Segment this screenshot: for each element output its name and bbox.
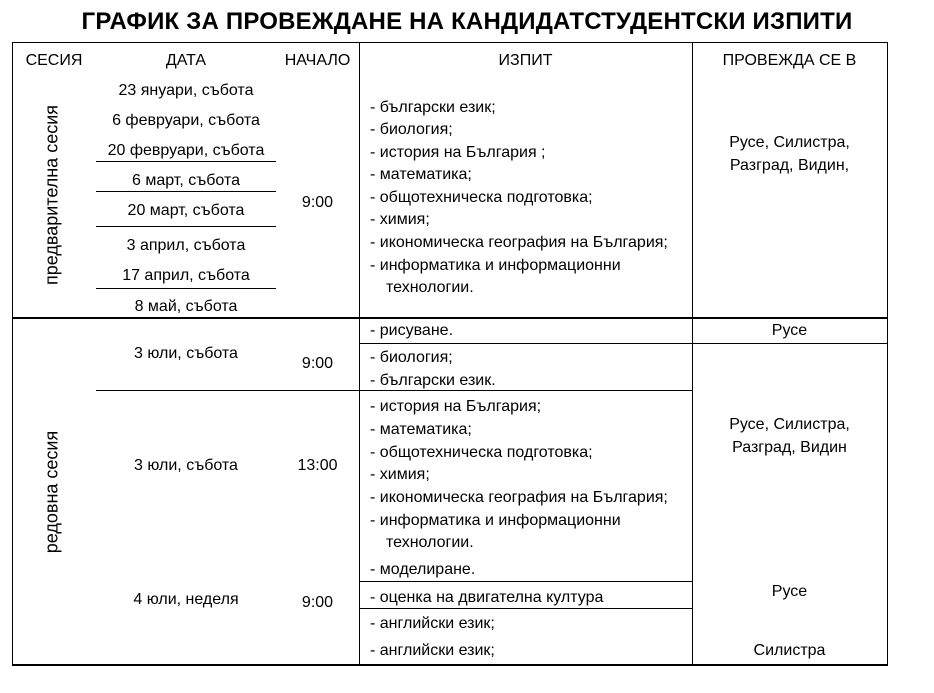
preliminary-start-time: 9:00 [301,194,334,211]
exam-item: - икономическа география на България; [370,489,668,506]
exam-motor-culture: - оценка на двигателна култура [370,589,604,606]
exam-item: - химия; [370,466,430,483]
header-session: СЕСИЯ [25,52,83,69]
exam-item: - общотехническа подготовка; [370,444,593,461]
regular-block2-location-line2: Разград, Видин [732,439,847,456]
exam-item: технологии. [386,534,474,551]
regular-session-label: редовна сесия [41,430,62,554]
header-date: ДАТА [165,52,207,69]
date-item: 23 януари, събота [118,82,254,99]
exam-item: - български език; [370,99,496,116]
regular-block1-date: 3 юли, събота [134,345,238,362]
exam-item: - моделиране. [370,561,476,578]
location-drawing: Русе [771,322,808,339]
exam-item: - история на България; [370,398,542,415]
exam-item: - информатика и информационни [370,257,621,274]
exam-item: - български език. [370,372,496,389]
regular-block3-date: 4 юли, неделя [133,591,239,608]
page-title: ГРАФИК ЗА ПРОВЕЖДАНЕ НА КАНДИДАТСТУДЕНТСКИ ИЗПИТИ [81,8,853,35]
preliminary-location-line1: Русе, Силистра, [729,134,850,151]
exam-item: - информатика и информационни [370,512,621,529]
regular-block1-start: 9:00 [301,355,334,372]
preliminary-location-line2: Разград, Видин, [729,157,850,174]
exam-item: - биология; [370,121,453,138]
exam-item: - математика; [370,421,472,438]
regular-block2-location-line1: Русе, Силистра, [729,416,850,433]
regular-block3-start: 9:00 [301,594,334,611]
date-item: 6 февруари, събота [112,112,260,129]
exam-item: - икономическа география на България; [370,234,668,251]
exam-item: - история на България ; [370,144,546,161]
location-ruse: Русе [771,583,808,600]
date-item: 6 март, събота [132,172,240,189]
location-silistra: Силистра [753,642,826,659]
exam-item: технологии. [386,279,474,296]
date-item: 17 април, събота [122,267,250,284]
exam-english-1: - английски език; [370,615,495,632]
header-location: ПРОВЕЖДА СЕ В [722,52,857,69]
date-item: 3 април, събота [126,237,246,254]
header-exam: ИЗПИТ [498,52,553,69]
header-start: НАЧАЛО [284,52,351,69]
exam-item: - химия; [370,211,430,228]
exam-english-2: - английски език; [370,642,495,659]
date-item: 20 февруари, събота [107,142,265,159]
exam-item: - математика; [370,166,472,183]
exam-drawing: - рисуване. [370,322,454,339]
exam-item: - биология; [370,349,453,366]
date-item: 8 май, събота [134,298,238,315]
exam-item: - общотехническа подготовка; [370,189,593,206]
preliminary-session-label: предварителна сесия [41,104,62,286]
regular-block2-start: 13:00 [297,457,338,474]
date-item: 20 март, събота [127,202,245,219]
regular-block2-date: 3 юли, събота [134,457,238,474]
